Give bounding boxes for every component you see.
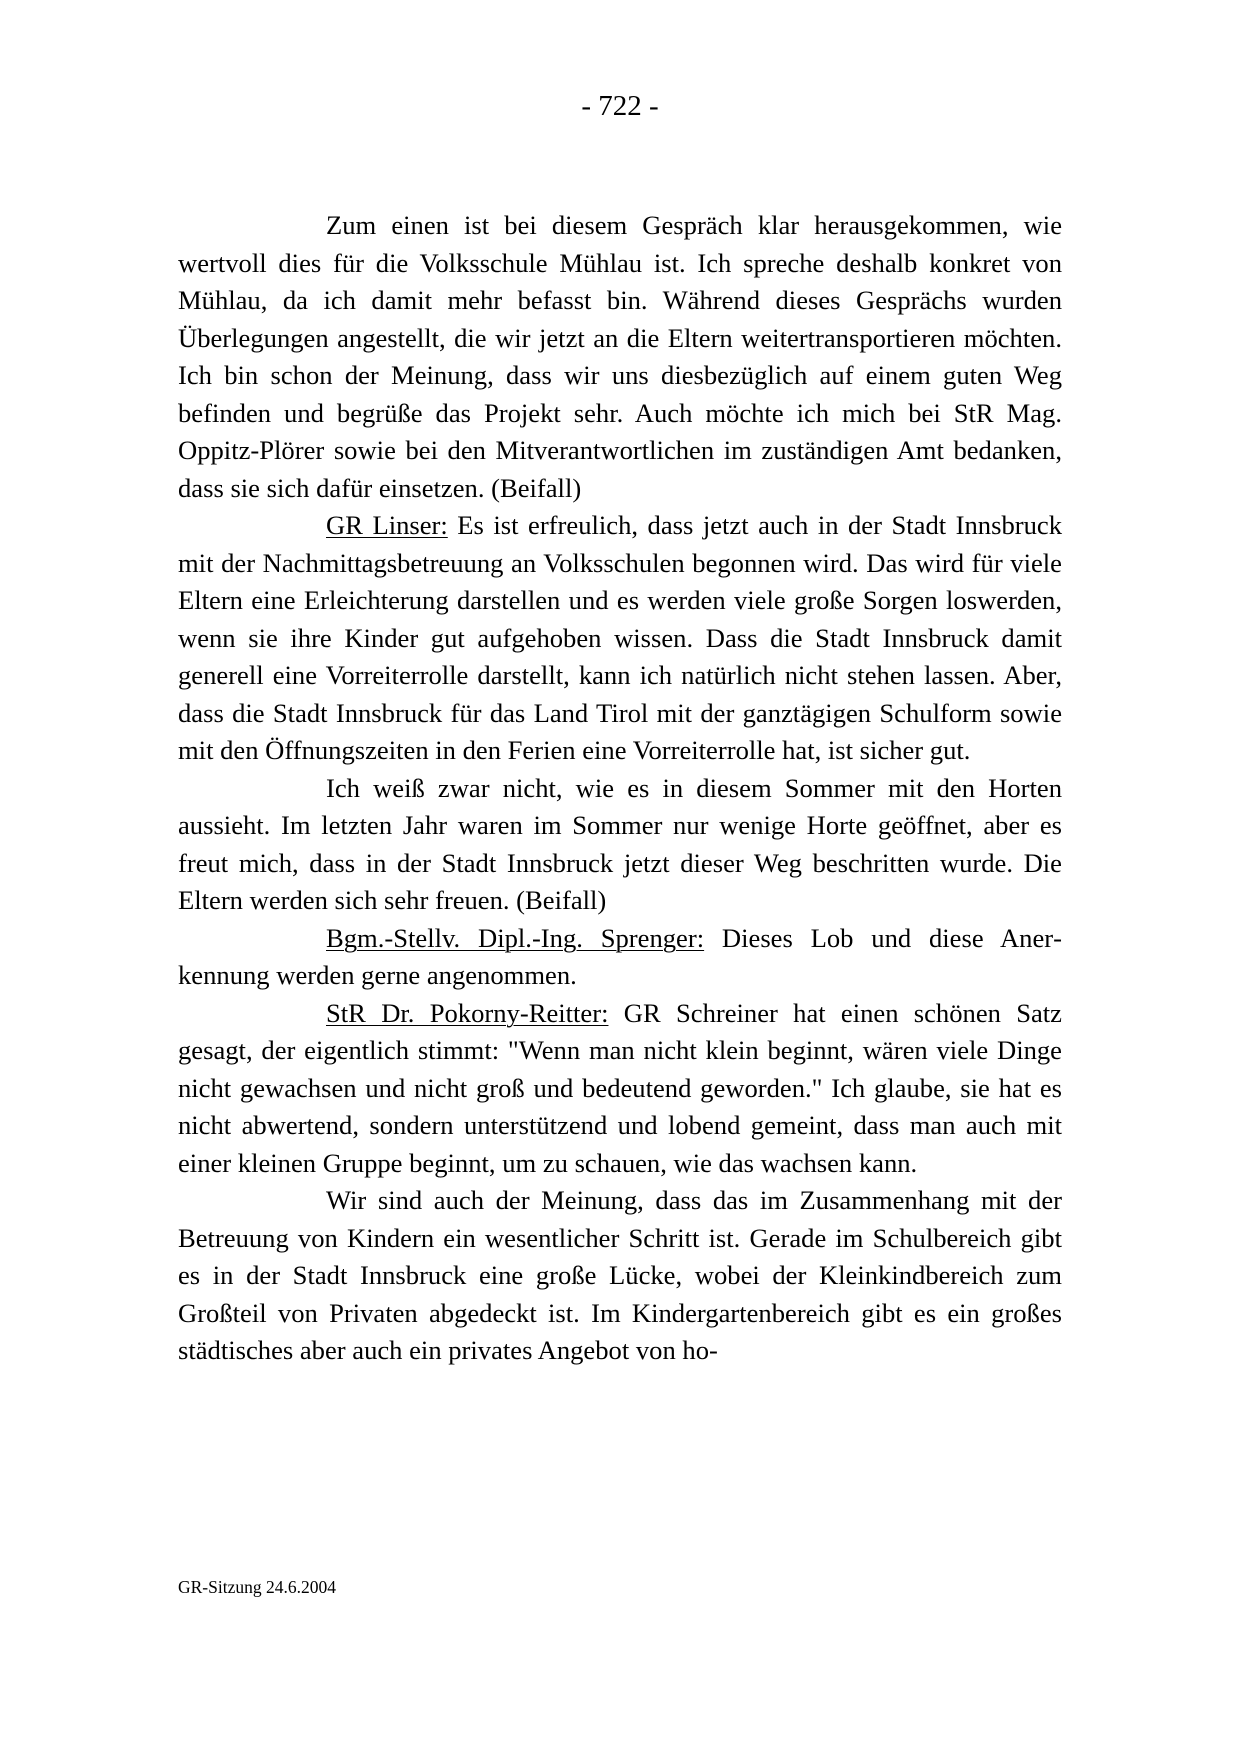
paragraph bbox=[178, 507, 1062, 770]
paragraph bbox=[178, 1182, 1062, 1370]
speaker-name: Bgm.-Stellv. Dipl.-Ing. Sprenger: bbox=[326, 922, 705, 953]
paragraph-text: Zum einen ist bei diesem Gespräch klar herausgekommen, wie wertvoll dies für die Volksschule Mühlau ist. Ich spreche deshalb konkret von Mühlau, da ich damit mehr befasst bin. Während dieses Gesprächs wurden Überlegungen angestellt, die wir jetzt an die Eltern weitertransportieren möchten. Ich bin schon der Meinung, dass wir uns diesbezüglich auf einem guten Weg befinden und begrüße das Projekt sehr. Auch möchte ich mich bei StR Mag. Oppitz-Plörer sowie bei den Mitverantwortlichen im zuständigen Amt bedanken, dass sie sich dafür einsetzen. (Beifall) bbox=[178, 210, 1062, 503]
footer: GR-Sitzung 24.6.2004 bbox=[178, 1577, 336, 1597]
paragraph bbox=[178, 207, 1062, 507]
main-text bbox=[178, 207, 1062, 1370]
speaker-name: GR Linser: bbox=[326, 510, 448, 540]
speaker-name: StR Dr. Pokorny-Reitter: bbox=[326, 997, 609, 1028]
paragraph-text: Wir sind auch der Meinung, dass das im Zusammenhang mit der Betreuung von Kindern ein wesentlicher Schritt ist. Gerade im Schulbereich gibt es in der Stadt Innsbruck eine große Lücke, wobei der Kleinkindbereich zum Großteil von Privaten abgedeckt ist. Im Kindergartenbereich gibt es ein großes städtisches aber auch ein privates Angebot von ho- bbox=[178, 1185, 1062, 1365]
paragraph-text: Dieses Lob und diese Anerkennung werden gerne angenommen. bbox=[178, 922, 1062, 990]
paragraph bbox=[178, 920, 1062, 995]
page-number: - 722 - bbox=[581, 90, 659, 122]
paragraph-text: GR Schreiner hat einen schönen Satz gesagt, der eigentlich stimmt: "Wenn man nicht klein beginnt, wären viele Dinge nicht gewachsen und nicht groß und bedeutend geworden." Ich glaube, sie hat es nicht abwertend, sondern unterstützend und lobend gemeint, dass man auch mit einer kleinen Gruppe beginnt, um zu schauen, wie das wachsen kann. bbox=[178, 997, 1062, 1178]
paragraph bbox=[178, 770, 1062, 920]
paragraph bbox=[178, 995, 1062, 1183]
paragraph-text: Ich weiß zwar nicht, wie es in diesem Sommer mit den Horten aussieht. Im letzten Jahr waren im Sommer nur wenige Horte geöffnet, aber es freut mich, dass in der Stadt Innsbruck jetzt dieser Weg beschritten wurde. Die Eltern werden sich sehr freuen. (Beifall) bbox=[178, 772, 1062, 915]
paragraph-text: Es ist erfreulich, dass jetzt auch in der Stadt Innsbruck mit der Nachmittagsbetreuung an Volksschulen begonnen wird. Das wird für viele Eltern eine Erleichterung darstellen und es werden viele große Sorgen loswerden, wenn sie ihre Kinder gut aufgehoben wissen. Dass die Stadt Innsbruck damit generell eine Vorreiterrolle darstellt, kann ich natürlich nicht stehen lassen. Aber, dass die Stadt Innsbruck für das Land Tirol mit der ganztägigen Schulform sowie mit den Öffnungszeiten in den Ferien eine Vorreiterrolle hat, ist sicher gut. bbox=[178, 510, 1062, 765]
